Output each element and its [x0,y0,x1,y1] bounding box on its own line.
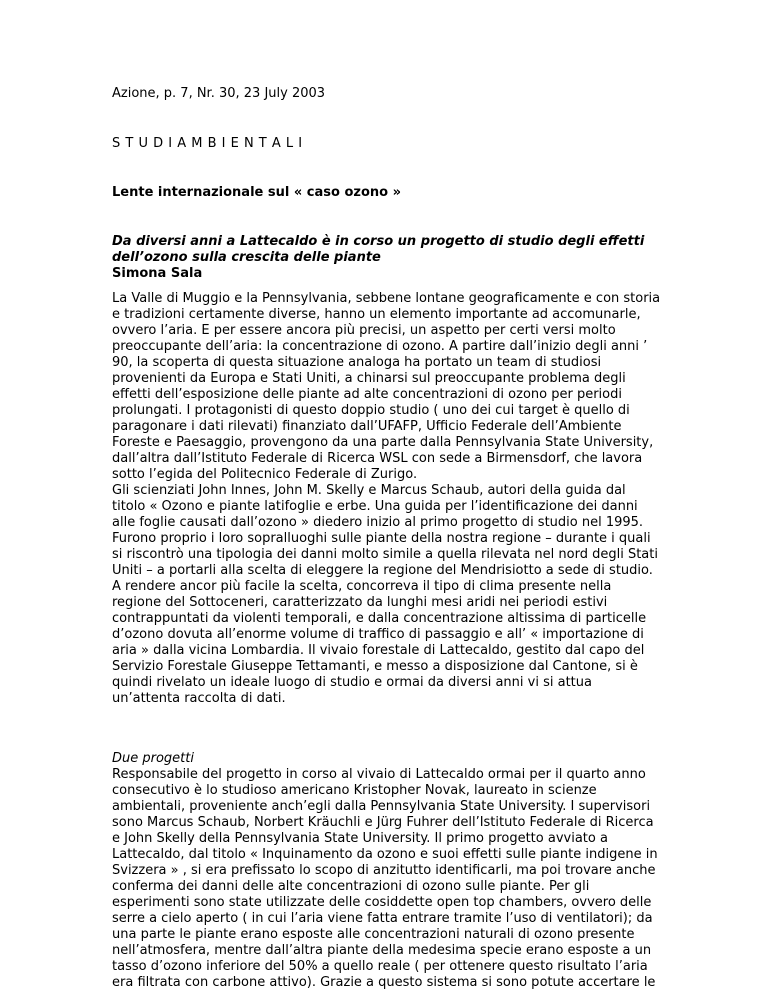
paragraph-line: consecutivo è lo studioso americano Kristopher Novak, laureato in scienze [112,783,597,798]
paragraph-line: d’ozono dovuta all’enorme volume di traffico di passaggio e all’ « importazione di [112,627,644,642]
paragraph-line: aria » dalla vicina Lombardia. Il vivaio forestale di Lattecaldo, gestito dal capo del [112,643,645,658]
paragraph-line: Lattecaldo, dal titolo « Inquinamento da ozono e suoi effetti sulle piante indigene in [112,847,658,862]
paragraph-line: preoccupante dell’aria: la concentrazione di ozono. A partire dall’inizio degli anni ’ [112,339,648,354]
paragraph-line: prolungati. I protagonisti di questo doppio studio ( uno dei cui target è quello di [112,403,630,418]
paragraph-line: ovvero l’aria. E per essere ancora più precisi, un aspetto per certi versi molto [112,323,616,338]
section-label: S T U D I A M B I E N T A L I [112,136,303,151]
document-page [112,86,660,991]
paragraph-line: paragonare i dati rilevati) finanziato dall’UFAFP, Ufficio Federale dell’Ambiente [112,419,622,434]
paragraph-line: sotto l’egida del Politecnico Federale di Zurigo. [112,467,418,482]
paragraph-line: si riscontrò una tipologia dei danni molto simile a quella rilevata nel nord degli Stati [112,547,658,562]
paragraph-line: una parte le piante erano esposte alle concentrazioni naturali di ozono presente [112,927,635,942]
paragraph-line: alle foglie causati dall’ozono » diedero inizio al primo progetto di studio nel 1995. [112,515,644,530]
paragraph-line: La Valle di Muggio e la Pennsylvania, sebbene lontane geograficamente e con storia [112,291,661,306]
paragraph-line: Responsabile del progetto in corso al vivaio di Lattecaldo ormai per il quarto anno [112,767,646,782]
paragraph-line: contrappuntati da violenti temporali, e dalla concentrazione altissima di particelle [112,611,647,626]
paragraph-line: quindi rivelato un ideale luogo di studio e ormai da diversi anni vi si attua [112,675,592,690]
paragraph-line: dall’altra dall’Istituto Federale di Ricerca WSL con sede a Birmensdorf, che lavora [112,451,643,466]
paragraph-projects [112,767,660,991]
paragraph-line: Uniti – a portarli alla scelta di eleggere la regione del Mendrisiotto a sede di studio. [112,563,653,578]
subtitle-line: Da diversi anni a Lattecaldo è in corso un progetto di studio degli effetti [112,234,645,249]
paragraph-intro [112,291,660,707]
article-subtitle [112,234,660,266]
paragraph-line: effetti dell’esposizione delle piante ad alte concentrazioni di ozono per periodi [112,387,622,402]
paragraph-line: ambientali, proveniente anch’egli dalla Pennsylvania State University. I supervisori [112,799,651,814]
subtitle-line: dell’ozono sulla crescita delle piante [112,250,381,265]
paragraph-line: provenienti da Europa e Stati Uniti, a chinarsi sul preoccupante problema degli [112,371,626,386]
paragraph-line: Furono proprio i loro sopralluoghi sulle piante della nostra regione – durante i quali [112,531,651,546]
paragraph-line: nell’atmosfera, mentre dall’altra piante della medesima specie erano esposte a un [112,943,652,958]
paragraph-line: Gli scienziati John Innes, John M. Skelly e Marcus Schaub, autori della guida dal [112,483,626,498]
source-line: Azione, p. 7, Nr. 30, 23 July 2003 [112,86,326,101]
paragraph-line: serre a cielo aperto ( in cui l’aria viene fatta entrare tramite l’uso di ventilatori); da [112,911,653,926]
paragraph-line: un’attenta raccolta di dati. [112,691,286,706]
paragraph-line: esperimenti sono state utilizzate delle cosiddette open top chambers, ovvero delle [112,895,652,910]
paragraph-line: A rendere ancor più facile la scelta, concorreva il tipo di clima presente nella [112,579,612,594]
paragraph-line: Foreste e Paesaggio, provengono da una parte dalla Pennsylvania State University, [112,435,654,450]
paragraph-line: conferma dei danni delle alte concentrazioni di ozono sulle piante. Per gli [112,879,590,894]
paragraph-line: e John Skelly della Pennsylvania State University. Il primo progetto avviato a [112,831,608,846]
paragraph-line: Servizio Forestale Giuseppe Tettamanti, e messo a disposizione dal Cantone, si è [112,659,638,674]
headline: Lente internazionale sul « caso ozono » [112,185,401,200]
author-name: Simona Sala [112,266,203,281]
paragraph-line: 90, la scoperta di questa situazione analoga ha portato un team di studiosi [112,355,602,370]
paragraph-line: titolo « Ozono e piante latifoglie e erbe. Una guida per l’identificazione dei danni [112,499,638,514]
paragraph-line: era filtrata con carbone attivo). Grazie a questo sistema si sono potute accertare le [112,975,656,990]
paragraph-line: tasso d’ozono inferiore del 50% a quello reale ( per ottenere questo risultato l’aria [112,959,648,974]
paragraph-line: Svizzera » , si era prefissato lo scopo di anzitutto identificarli, ma poi trovare anche [112,863,656,878]
section-subhead: Due progetti [112,751,194,766]
paragraph-line: regione del Sottoceneri, caratterizzato da lunghi mesi aridi nei periodi estivi [112,595,608,610]
paragraph-line: sono Marcus Schaub, Norbert Kräuchli e Jürg Fuhrer dell’Istituto Federale di Ricerca [112,815,654,830]
paragraph-line: e tradizioni certamente diverse, hanno un elemento importante ad accomunarle, [112,307,641,322]
